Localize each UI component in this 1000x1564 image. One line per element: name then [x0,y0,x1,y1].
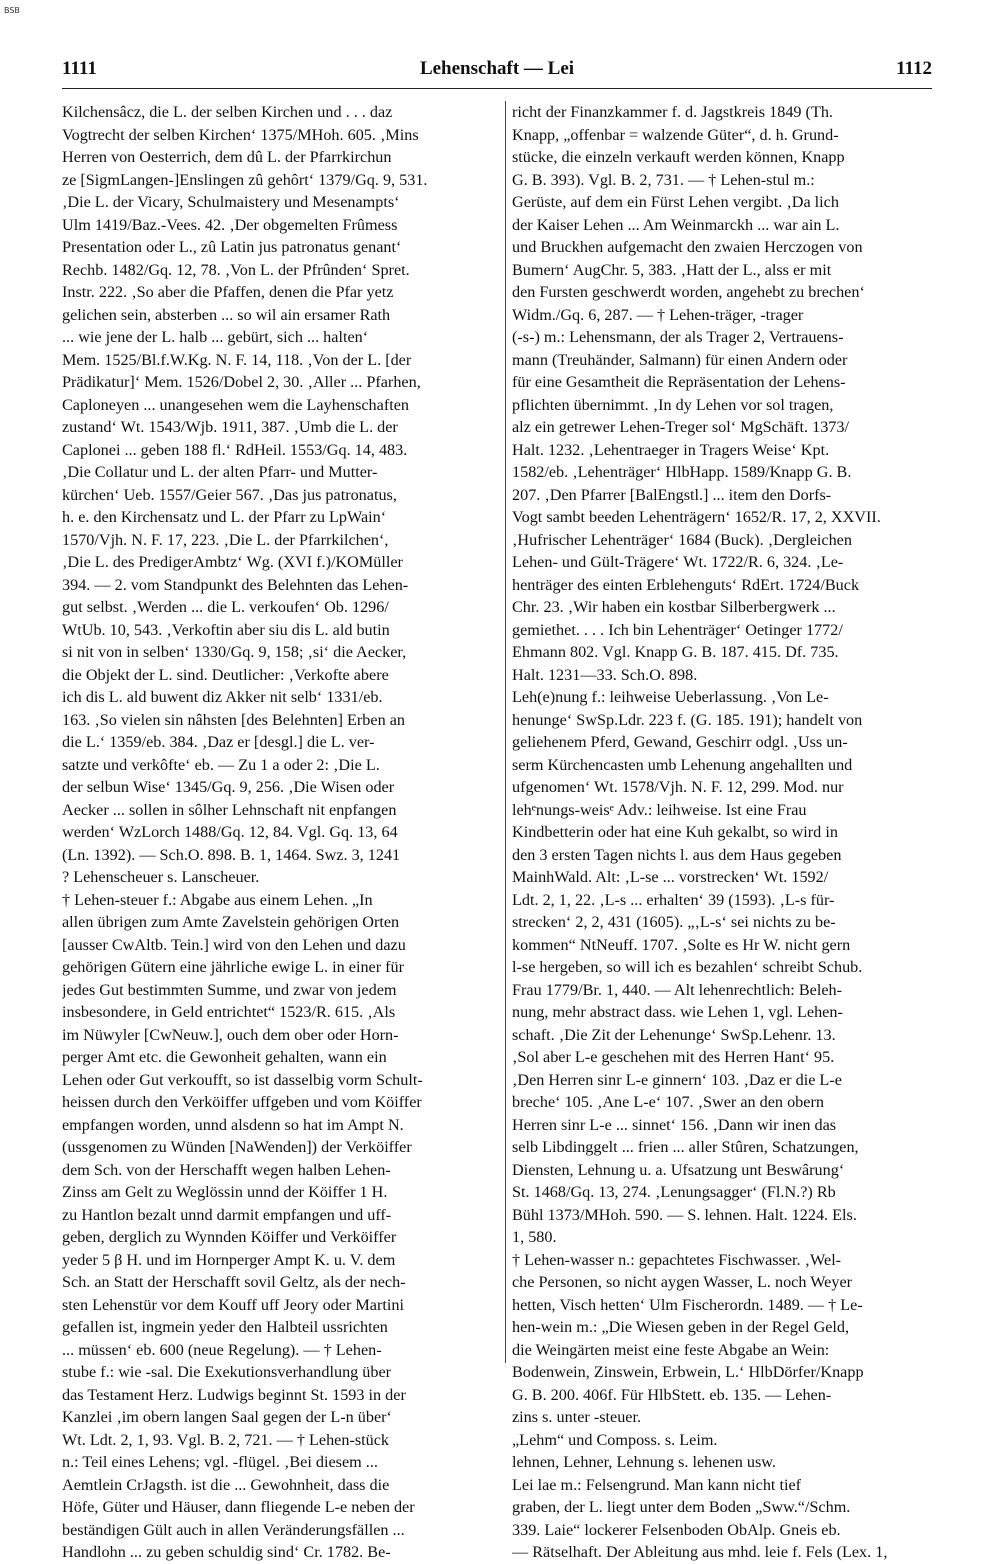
text-line: gelichen sein, absterben ... so wil ain ersamer Rath [62,305,391,324]
text-line: stube f.: wie -sal. Die Exekutionsverhandlung über [62,1363,392,1381]
text-line: stücke, die einzeln verkauft werden können, Knapp [512,148,845,166]
text-line: — Rätselhaft. Der Ableitung aus mhd. leie f. Fels (Lex. 1, [512,1543,888,1561]
text-line: Halt. 1231—33. Sch.O. 898. [512,665,698,684]
text-line: für eine Gesamtheit die Repräsentation der Lehens- [512,373,846,391]
text-line: Ehmann 802. Vgl. Knapp G. B. 187. 415. Df. 735. [512,643,839,661]
text-line: zu Hantlon bezalt unnd darmit empfangen und uff- [62,1205,392,1224]
text-line: mann (Treuhänder, Salmann) für einen Andern oder [512,350,848,369]
text-line: den Fursten geschwerdt worden, angehebt zu brechen‘ [512,283,865,301]
text-line: ich dis L. ald buwent diz Akker nit selb‘ 1331/eb. [62,688,383,706]
text-line: [ausser CwAltb. Tein.] wird von den Lehen und dazu [62,935,406,954]
text-line: 394. — 2. vom Standpunkt des Belehnten das Lehen- [62,575,409,594]
text-line: Bodenwein, Zinswein, Erbwein, L.‘ HlbDörfer/Knapp [512,1363,864,1381]
text-line: alz ein getrewer Lehen-Treger sol‘ MgSchäft. 1373/ [512,418,849,436]
text-line: gut selbst. ‚Werden ... die L. verkoufen‘ Ob. 1296/ [62,598,389,616]
text-line: ... wie jene der L. halb ... gebürt, sich ... halten‘ [62,328,369,346]
text-line: Prädikatur]‘ Mem. 1526/Dobel 2, 30. ‚Aller ... Pfarhen, [62,373,421,391]
text-line: Lehen- und Gült-Trägere‘ Wt. 1722/R. 6, 324. ‚Le- [512,553,844,571]
text-line: lehᵉnungs-weisᵉ Adv.: leihweise. Ist eine Frau [512,800,807,819]
text-line: hetten, Visch hetten‘ Ulm Fischerordn. 1489. — † Le- [512,1295,863,1314]
text-line: Kanzlei ‚im obern langen Saal gegen der L-n über‘ [62,1408,392,1426]
text-line: che Personen, so nicht aygen Wasser, L. noch Weyer [512,1273,853,1291]
text-line: ... müssen‘ eb. 600 (neue Regelung). — † Lehen- [62,1340,382,1359]
page-title: Lehenschaft — Lei [419,58,575,79]
text-line: „Lehm“ und Composs. s. Leim. [512,1430,718,1449]
text-line: Lei lae m.: Felsengrund. Man kann nicht tief [512,1475,802,1494]
text-line: henträger des einten Erblehenguts‘ RdErt. 1724/Buck [512,575,860,594]
text-line: (Ln. 1392). — Sch.O. 898. B. 1, 1464. Swz. 3, 1241 [62,845,401,864]
text-line: MainhWald. Alt: ‚L-se ... vorstrecken‘ Wt. 1592/ [512,868,829,886]
text-line: † Lehen-wasser n.: gepachtetes Fischwasser. ‚Wel- [512,1250,842,1269]
text-line: Rechb. 1482/Gq. 12, 78. ‚Von L. der Pfrûnden‘ Spret. [62,260,410,279]
text-line: Presentation oder L., zû Latin jus patronatus genant‘ [62,238,402,256]
text-line: geliehenem Pferd, Gewand, Geschirr odgl. ‚Uss un- [512,733,848,751]
text-line: Ldt. 2, 1, 22. ‚L-s ... erhalten‘ 39 (1593). ‚L-s für- [512,890,835,909]
text-line: † Lehen-steuer f.: Abgabe aus einem Lehen. „In [62,890,373,909]
text-line: WtUb. 10, 543. ‚Verkoftin aber siu dis L. ald butin [62,620,390,639]
right-column [512,101,934,1564]
text-line: allen übrigen zum Amte Zavelstein gehörigen Orten [62,913,400,931]
text-line: Vogt sambt beeden Lehenträgern‘ 1652/R. 17, 2, XXVII. [512,508,881,526]
text-line: henunge‘ SwSp.Ldr. 223 f. (G. 185. 191); handelt von [512,710,863,729]
text-line: gefallen ist, ingmein yeder den Halbteil ussrichten [62,1318,388,1336]
text-line: empfangen worden, unnd alsdenn so hat im Ampt N. [62,1115,404,1134]
text-line: 1, 580. [512,1228,557,1246]
text-line: Knapp, „offenbar = walzende Güter“, d. h. Grund- [512,125,839,144]
text-line: 207. ‚Den Pfarrer [BalEngstl.] ... item den Dorfs- [512,485,832,504]
text-line: G. B. 200. 406f. Für HlbStett. eb. 135. — Lehen- [512,1385,832,1404]
text-line: (ussgenomen zu Wünden [NaWenden]) der Verköiffer [62,1138,412,1156]
text-line: 1582/eb. ‚Lehenträger‘ HlbHapp. 1589/Knapp G. B. [512,463,852,481]
text-line: Widm./Gq. 6, 287. — † Lehen-träger, -trager [512,305,804,324]
text-line: serm Kürchencasten umb Lehenung angehallten und [512,755,853,774]
text-line: ufgenomen‘ Wt. 1578/Vjh. N. F. 12, 299. Mod. nur [512,778,844,796]
text-line: n.: Teil eines Lehens; vgl. -flügel. ‚Bei diesem ... [62,1453,378,1471]
text-line: Wt. Ldt. 2, 1, 93. Vgl. B. 2, 721. — † Lehen-stück [62,1430,390,1449]
text-line: die Objekt der L. sind. Deutlicher: ‚Verkofte abere [62,665,389,684]
text-line: gehörigen Gütern eine jährliche ewige L. in einer für [62,958,405,976]
text-line: yeder 5 β H. und im Hornperger Ampt K. u. V. dem [62,1250,396,1269]
text-line: hen-wein m.: „Die Wiesen geben in der Regel Geld, [512,1318,850,1336]
text-line: strecken‘ 2, 2, 431 (1605). „‚L-s‘ sei nichts zu be- [512,913,836,931]
right-column-number: 1112 [896,58,932,79]
text-line: Sch. an Statt der Herschafft sovil Geltz, als der nech- [62,1273,406,1291]
text-line: ? Lehenscheuer s. Lanscheuer. [62,868,260,886]
text-line: Kindbetterin oder hat eine Kuh gekalbt, so wird in [512,823,838,841]
text-line: 163. ‚So vielen sin nâhsten [des Belehnten] Erben an [62,710,405,729]
text-line: h. e. den Kirchensatz und L. der Pfarr zu LpWain‘ [62,508,387,526]
library-stamp: BSB [4,6,20,15]
text-line: Kilchensâcz, die L. der selben Kirchen und . . . daz [62,103,393,121]
text-line: ‚Hufrischer Lehenträger‘ 1684 (Buck). ‚Dergleichen [512,530,852,549]
text-line: ‚Die L. des PredigerAmbtz‘ Wg. (XVI f.)/KOMüller [62,553,403,571]
text-line: Frau 1779/Br. 1, 440. — Alt lehenrechtlich: Beleh- [512,980,842,999]
text-line: breche‘ 105. ‚Ane L-e‘ 107. ‚Swer an den obern [512,1093,824,1111]
page-header [62,58,932,84]
text-line: schaft. ‚Die Zit der Lehenunge‘ SwSp.Lehenr. 13. [512,1025,836,1044]
text-line: kürchen‘ Ueb. 1557/Geier 567. ‚Das jus patronatus, [62,485,397,504]
text-line: Herren von Oesterrich, dem dû L. der Pfarrkirchun [62,148,392,166]
text-line: Lehen oder Gut verkoufft, so ist dasselbig vorm Schult- [62,1070,423,1089]
text-line: zins s. unter -steuer. [512,1408,642,1426]
text-line: gemiethet. . . . Ich bin Lehenträger‘ Oetinger 1772/ [512,620,843,639]
text-line: der selbun Wise‘ 1345/Gq. 9, 256. ‚Die Wisen oder [62,778,395,796]
text-line: Instr. 222. ‚So aber die Pfaffen, denen die Pfar yetz [62,283,394,301]
header-rule [62,88,932,89]
text-line: zustand‘ Wt. 1543/Wjb. 1911, 387. ‚Umb die L. der [62,418,398,436]
text-line: G. B. 393). Vgl. B. 2, 731. — † Lehen-stul m.: [512,170,815,189]
text-line: Caploneyen ... unangesehen wem die Layhenschaften [62,395,410,414]
text-line: kommen“ NtNeuff. 1707. ‚Solte es Hr W. nicht gern [512,935,851,954]
text-line: den 3 ersten Tagen nichts l. aus dem Haus gegeben [512,845,842,864]
text-line: ‚Die Collatur und L. der alten Pfarr- und Mutter- [62,463,378,481]
text-line: Zinss am Gelt zu Weglössin unnd der Köiffer 1 H. [62,1183,388,1201]
left-column [62,101,498,1564]
column-divider [505,101,506,1363]
text-line: selb Libdinggelt ... frien ... aller Stûren, Schatzungen, [512,1138,859,1156]
left-column-number: 1111 [62,58,97,79]
text-line: Handlohn ... zu geben schuldig sind‘ Cr. 1782. Be- [62,1543,391,1561]
text-line: Vogtrecht der selben Kirchen‘ 1375/MHoh. 605. ‚Mins [62,125,419,144]
text-line: Bumern‘ AugChr. 5, 383. ‚Hatt der L., alss er mit [512,260,832,279]
text-line: Ulm 1419/Baz.-Vees. 42. ‚Der obgemelten Frûmess [62,215,398,234]
text-line: 339. Laie“ lockerer Felsenboden ObAlp. Gneis eb. [512,1520,841,1539]
text-line: si nit von in selben‘ 1330/Gq. 9, 158; ‚si‘ die Aecker, [62,643,407,661]
text-line: insbesondere, in Geld entrichtet“ 1523/R. 615. ‚Als [62,1003,396,1021]
text-line: Bühl 1373/MHoh. 590. — S. lehnen. Halt. 1224. Els. [512,1205,857,1224]
text-line: die L.‘ 1359/eb. 384. ‚Daz er [desgl.] die L. ver- [62,733,375,751]
text-line: beständigen Gült auch in allen Veränderungsfällen ... [62,1520,405,1539]
text-line: ‚Die L. der Vicary, Schulmaistery und Mesenampts‘ [62,193,400,211]
text-line: Halt. 1232. ‚Lehentraeger in Tragers Weise‘ Kpt. [512,440,830,459]
text-line: dem Sch. von der Herschafft wegen halben Lehen- [62,1160,391,1179]
text-line: St. 1468/Gq. 13, 274. ‚Lenungsagger‘ (Fl.N.?) Rb [512,1183,836,1201]
text-line: satzte und verkôfte‘ eb. — Zu 1 a oder 2: ‚Die L. [62,755,380,774]
text-line: Herren sinr L-e ... sinnet‘ 156. ‚Dann wir inen das [512,1115,837,1134]
text-line: Leh(e)nung f.: leihweise Ueberlassung. ‚Von Le- [512,688,829,706]
text-line: Caplonei ... geben 188 fl.‘ RdHeil. 1553/Gq. 14, 483. [62,440,408,459]
text-line: 1570/Vjh. N. F. 17, 223. ‚Die L. der Pfarrkilchen‘, [62,530,389,549]
text-line: Aemtlein CrJagsth. ist die ... Gewohnheit, dass die [62,1475,390,1494]
text-line: ze [SigmLangen-]Enslingen zû gehôrt‘ 1379/Gq. 9, 531. [62,170,428,189]
text-line: werden‘ WzLorch 1488/Gq. 12, 84. Vgl. Gq. 13, 64 [62,823,398,841]
text-line: Mem. 1525/Bl.f.W.Kg. N. F. 14, 118. ‚Von der L. [der [62,350,412,369]
text-line: (-s-) m.: Lehensmann, der als Trager 2, Vertrauens- [512,328,844,346]
text-line: lehnen, Lehner, Lehnung s. lehenen usw. [512,1453,776,1471]
text-line: pflichten übernimmt. ‚In dy Lehen vor sol tragen, [512,395,834,414]
text-line: jedes Gut bestimmten Summe, und zwar von jedem [62,980,397,999]
text-line: das Testament Herz. Ludwigs beginnt St. 1593 in der [62,1385,406,1404]
text-line: ‚Den Herren sinr L-e ginnern‘ 103. ‚Daz er die L-e [512,1070,842,1089]
text-line: Diensten, Lehnung u. a. Ufsatzung unt Beswârung‘ [512,1160,845,1179]
text-line: graben, der L. liegt unter dem Boden „Sww.“/Schm. [512,1498,851,1516]
text-line: im Nüwyler [CwNeuw.], ouch dem ober oder Horn- [62,1025,399,1044]
text-line: sten Lehenstür vor dem Kouff uff Jeory oder Martini [62,1295,404,1314]
text-line: nung, mehr abstract dass. wie Lehen 1, vgl. Lehen- [512,1003,843,1021]
text-line: geben, derglich zu Wynnden Köiffer und Verköiffer [62,1228,397,1246]
text-line: Chr. 23. ‚Wir haben ein kostbar Silberbergwerk ... [512,598,836,616]
text-line: ‚Sol aber L-e geschehen mit des Herren Hant‘ 95. [512,1048,835,1066]
text-line: l-se hergeben, so will ich es bezahlen‘ schreibt Schub. [512,958,863,976]
text-line: richt der Finanzkammer f. d. Jagstkreis 1849 (Th. [512,103,833,121]
text-line: heissen durch den Verköiffer uffgeben und vom Köiffer [62,1093,422,1111]
text-line: perger Amt etc. die Gewonheit gehalten, wann ein [62,1048,387,1066]
text-line: der Kaiser Lehen ... Am Weinmarckh ... war ain L. [512,215,840,234]
text-line: Aecker ... sollen in sôlher Lehnschaft nit enpfangen [62,800,397,819]
text-line: die Weingärten meist eine feste Abgabe an Wein: [512,1340,830,1359]
text-line: und Bruckhen aufgemacht den zwaien Herczogen von [512,238,863,256]
text-line: Gerüste, auf dem ein Fürst Lehen vergibt. ‚Da lich [512,193,839,211]
text-line: Höfe, Güter und Häuser, dann fliegende L-e neben der [62,1498,415,1516]
